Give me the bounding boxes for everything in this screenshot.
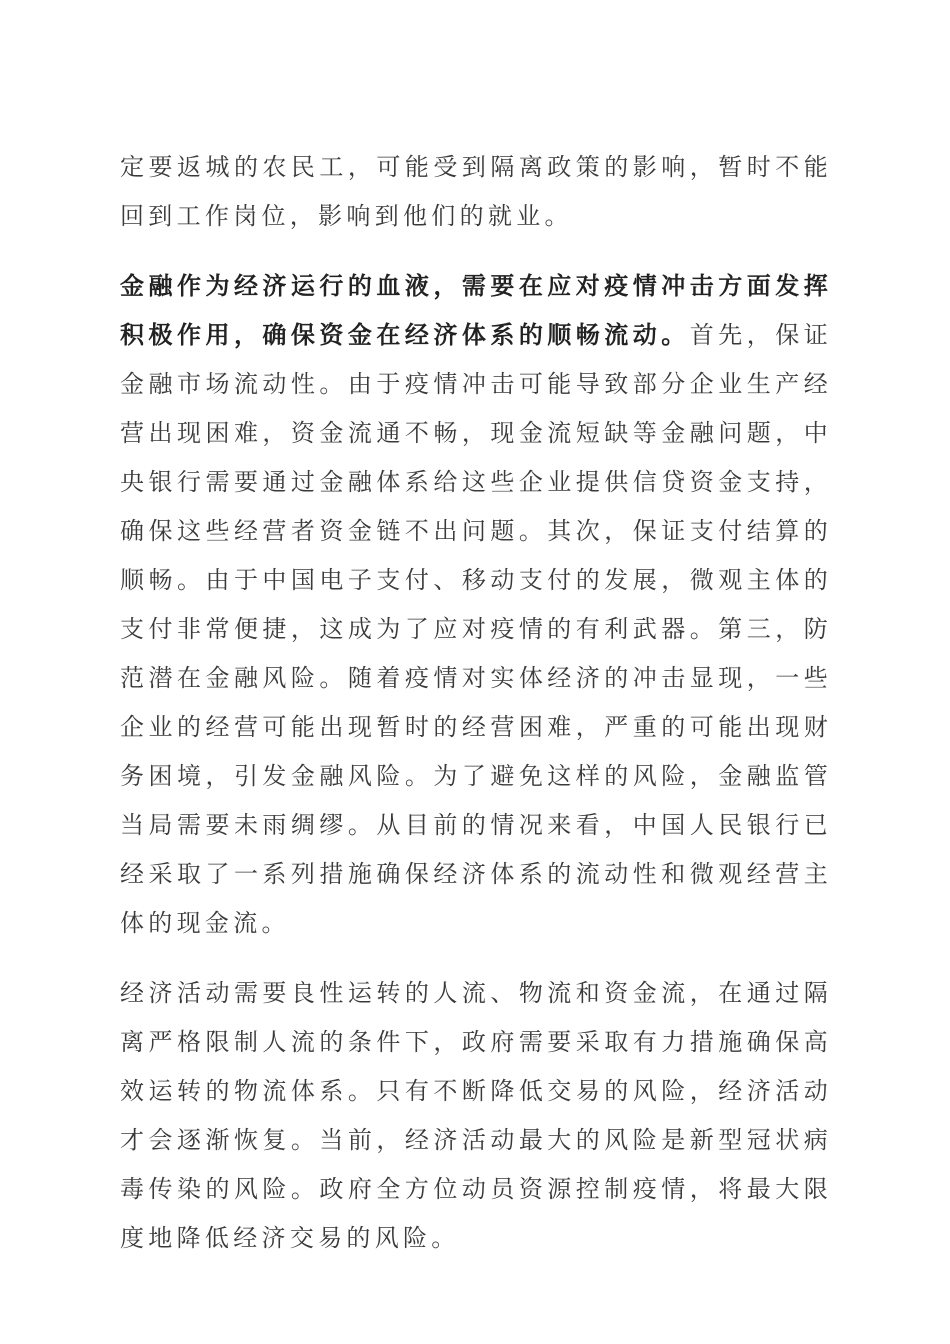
- paragraph-text: 定要返城的农民工，可能受到隔离政策的影响，暂时不能回到工作岗位，影响到他们的就业。: [120, 153, 832, 230]
- paragraph-employment: [120, 143, 832, 241]
- paragraph-economic-activity: [120, 969, 832, 1263]
- paragraph-finance: [120, 262, 832, 948]
- document-page: [120, 143, 832, 1263]
- paragraph-text: 首先，保证金融市场流动性。由于疫情冲击可能导致部分企业生产经营出现困难，资金流通不畅，现金流短缺等金融问题，中央银行需要通过金融体系给这些企业提供信贷资金支持，确保这些经营者资金链不出问题。其次，保证支付结算的顺畅。由于中国电子支付、移动支付的发展，微观主体的支付非常便捷，这成为了应对疫情的有利武器。第三，防范潜在金融风险。随着疫情对实体经济的冲击显现，一些企业的经营可能出现暂时的经营困难，严重的可能出现财务困境，引发金融风险。为了避免这样的风险，金融监管当局需要未雨绸缪。从目前的情况来看，中国人民银行已经采取了一系列措施确保经济体系的流动性和微观经营主体的现金流。: [120, 321, 832, 937]
- paragraph-text: 经济活动需要良性运转的人流、物流和资金流，在通过隔离严格限制人流的条件下，政府需要采取有力措施确保高效运转的物流体系。只有不断降低交易的风险，经济活动才会逐渐恢复。当前，经济活动最大的风险是新型冠状病毒传染的风险。政府全方位动员资源控制疫情，将最大限度地降低经济交易的风险。: [120, 979, 832, 1252]
- paragraph-lead-bold: 金融作为经济运行的血液，需要在应对疫情冲击方面发挥积极作用，确保资金在经济体系的顺畅流动。: [120, 272, 832, 349]
